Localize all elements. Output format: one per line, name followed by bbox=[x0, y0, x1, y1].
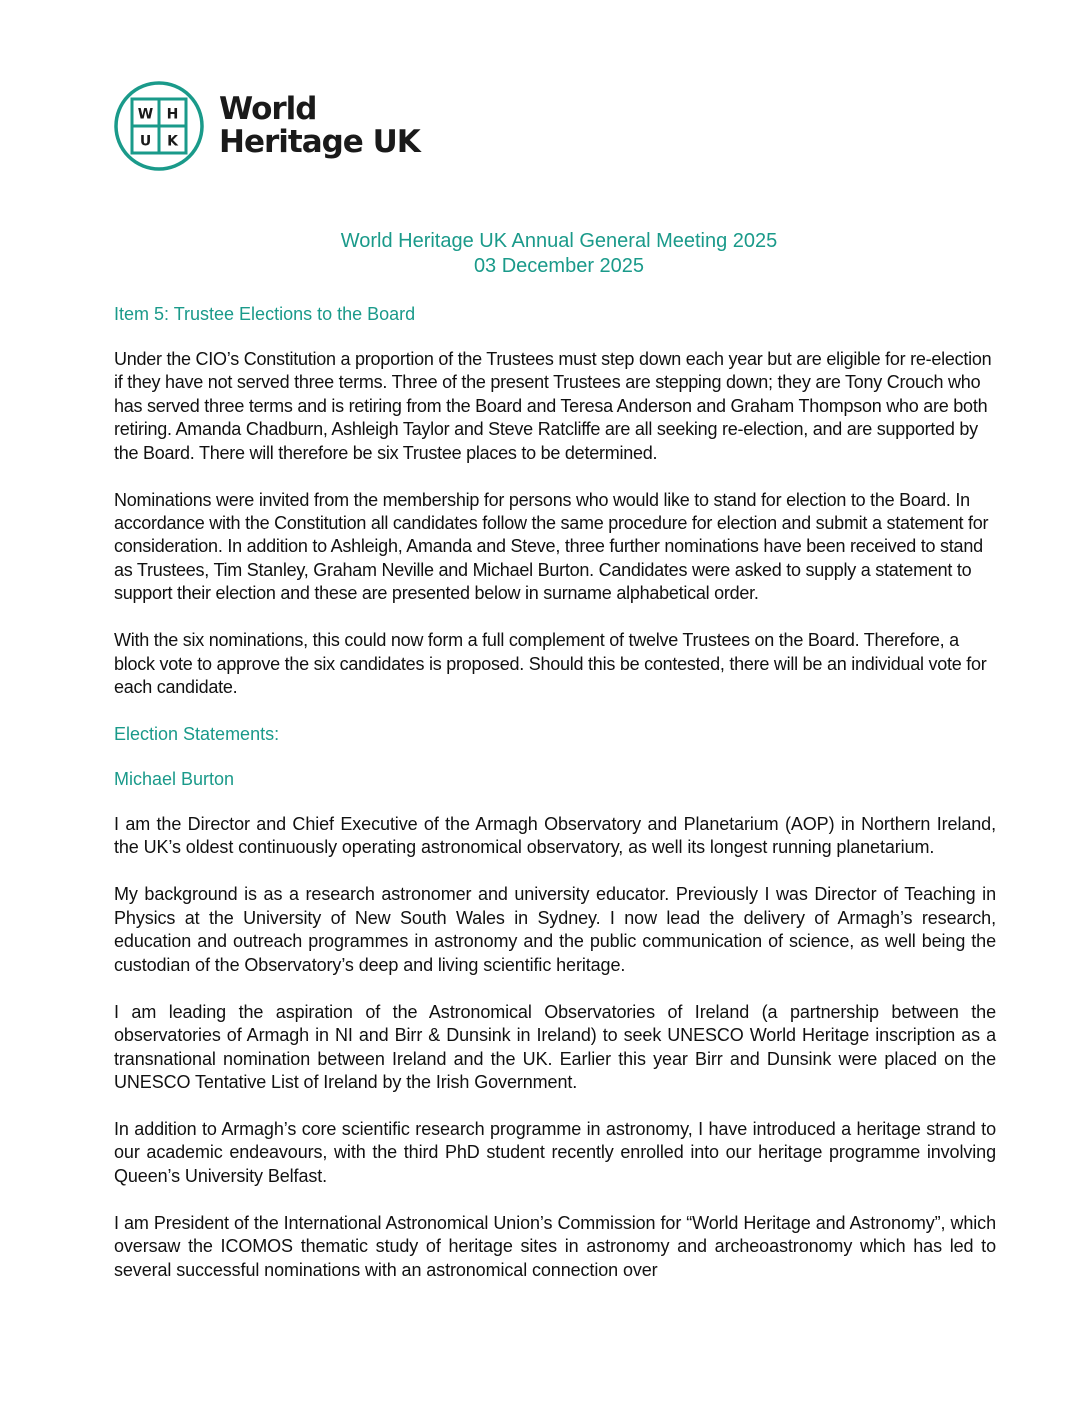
world-heritage-uk-logo bbox=[113, 80, 420, 172]
item-paragraph: Nominations were invited from the membership for persons who would like to stand for election to the Board. In accordance with the Constitution all candidates follow the same procedure for election and submit a statement for consideration. In addition to Ashleigh, Amanda and Steve, three further nominations have been received to stand as Trustees, Tim Stanley, Graham Neville and Michael Burton. Candidates were asked to supply a statement to support their election and these are presented below in surname alphabetical order. bbox=[114, 489, 989, 604]
document-body bbox=[114, 303, 996, 1306]
meeting-title-block bbox=[0, 229, 1088, 279]
statement-paragraph: I am leading the aspiration of the Astronomical Observatories of Ireland (a partnership between the observatories of Armagh in NI and Birr & Dunsink in Ireland) to seek UNESCO World Heritage inscription as a transnational nomination between Ireland and the UK. Earlier this year Birr and Dunsink were placed on the UNESCO Tentative List of Ireland by the Irish Government. bbox=[114, 1001, 996, 1092]
logo-letter-w: W bbox=[137, 106, 154, 123]
logo-wordmark-line1: World bbox=[219, 91, 317, 127]
statement-paragraph: I am President of the International Astronomical Union’s Commission for “World Heritage and Astronomy”, which oversaw the ICOMOS thematic study of heritage sites in astronomy and archeoastronomy which has led to several successful nominations with an astronomical connection over bbox=[114, 1212, 996, 1280]
item-paragraph: With the six nominations, this could now form a full complement of twelve Trustees on the Board. Therefore, a block vote to approve the six candidates is proposed. Should this be contested, there will be an individual vote for each candidate. bbox=[114, 630, 987, 698]
candidate-name-heading: Michael Burton bbox=[114, 769, 235, 790]
statement-paragraph: I am the Director and Chief Executive of the Armagh Observatory and Planetarium (AOP) in Northern Ireland, the UK’s oldest continuously operating astronomical observatory, as well its longest running planetarium. bbox=[114, 814, 996, 858]
logo-letter-u: U bbox=[139, 133, 152, 150]
meeting-title: World Heritage UK Annual General Meeting 2025 bbox=[340, 230, 778, 252]
meeting-date: 03 December 2025 bbox=[473, 255, 645, 277]
statement-paragraph: In addition to Armagh’s core scientific research programme in astronomy, I have introduced a heritage strand to our academic endeavours, with the third PhD student recently enrolled into our heritage programme involving Queen’s University Belfast. bbox=[114, 1118, 996, 1186]
item-paragraph: Under the CIO’s Constitution a proportion of the Trustees must step down each year but are eligible for re-election if they have not served three terms. Three of the present Trustees are stepping down; they are Tony Crouch who has served three terms and is retiring from the Board and Teresa Anderson and Graham Thompson who are both retiring. Amanda Chadburn, Ashleigh Taylor and Steve Ratcliffe are all seeking re-election, and are supported by the Board. There will therefore be six Trustee places to be determined. bbox=[114, 349, 992, 463]
item-heading: Item 5: Trustee Elections to the Board bbox=[114, 304, 416, 324]
statement-paragraph: My background is as a research astronomer and university educator. Previously I was Director of Teaching in Physics at the University of New South Wales in Sydney. I now lead the delivery of Armagh’s research, education and outreach programmes in astronomy and the public communication of science, as well being the custodian of the Observatory’s deep and living scientific heritage. bbox=[114, 884, 996, 975]
logo-letter-h: H bbox=[166, 106, 179, 123]
logo-letter-k: K bbox=[167, 133, 178, 150]
election-statements-heading: Election Statements: bbox=[114, 724, 280, 745]
logo-wordmark-line2: Heritage UK bbox=[219, 124, 420, 160]
logo-wordmark bbox=[219, 93, 420, 159]
whuk-emblem-icon bbox=[113, 80, 205, 172]
